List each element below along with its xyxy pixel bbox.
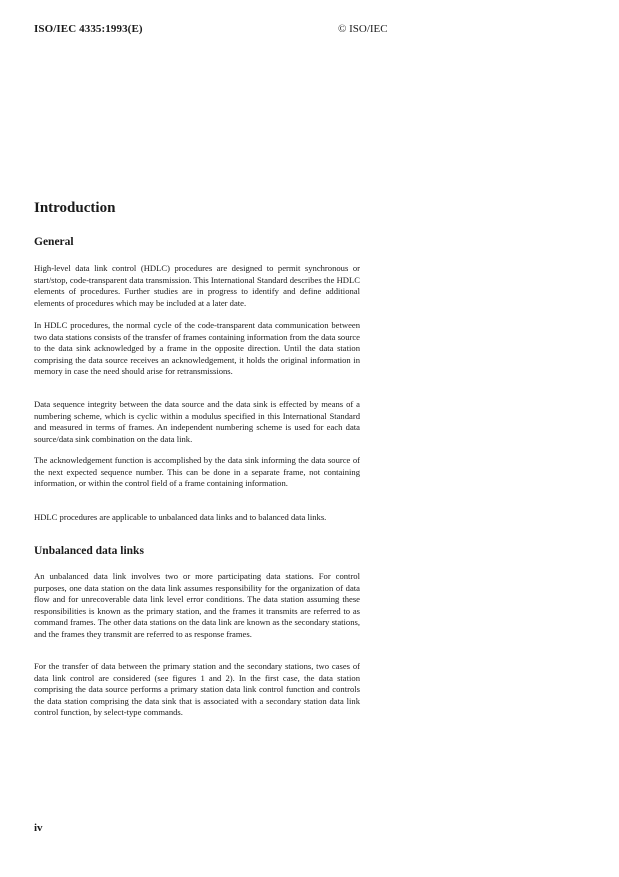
page-title: Introduction xyxy=(34,200,116,216)
document-id: ISO/IEC 4335:1993(E) xyxy=(34,23,143,35)
paragraph: In HDLC procedures, the normal cycle of the code-transparent data communication between two data stations consists of the transfer of frames containing information from the data source to the data sink acknowledged by a frame in the opposite direction. Until the data station comprising the data source receives an acknowledgement, it holds the original information in memory in case the need should arise for retransmissions. xyxy=(34,320,360,376)
section-heading-general: General xyxy=(34,236,74,248)
paragraph: Data sequence integrity between the data source and the data sink is effected by means of a numbering scheme, which is cyclic within a modulus specified in this International Standard and measured in terms of frames. An independent numbering scheme is used for each data source/data sink combination on the data link. xyxy=(34,399,360,444)
paragraph: For the transfer of data between the primary station and the secondary stations, two cases of data link control are considered (see figures 1 and 2). In the first case, the data station comprising the data source performs a primary station data link control function and controls the data station comprising the data sink that is associated with a secondary station data link control function, by select-type commands. xyxy=(34,661,360,717)
page-number: iv xyxy=(34,822,43,834)
section-heading-unbalanced-data-links: Unbalanced data links xyxy=(34,545,144,557)
paragraph: An unbalanced data link involves two or more participating data stations. For control purposes, one data station on the data link assumes responsibility for the organization of data flow and for unrecoverable data link level error conditions. The data station assuming these responsibilities is known as the primary station, and the frames it transmits are referred to as command frames. The other data stations on the data link are known as the secondary stations, and the frames they transmit are referred to as response frames. xyxy=(34,571,360,639)
paragraph: The acknowledgement function is accomplished by the data sink informing the data source of the next expected sequence number. This can be done in a separate frame, not containing information, or within the control field of a frame containing information. xyxy=(34,455,360,488)
copyright-notice: © ISO/IEC xyxy=(338,23,388,35)
paragraph: HDLC procedures are applicable to unbalanced data links and to balanced data links. xyxy=(34,512,327,522)
paragraph: High-level data link control (HDLC) procedures are designed to permit synchronous or start/stop, code-transparent data transmission. This International Standard describes the HDLC elements of procedures. Further studies are in progress to identify and define additional elements of procedures which may be included at a later date. xyxy=(34,263,360,308)
